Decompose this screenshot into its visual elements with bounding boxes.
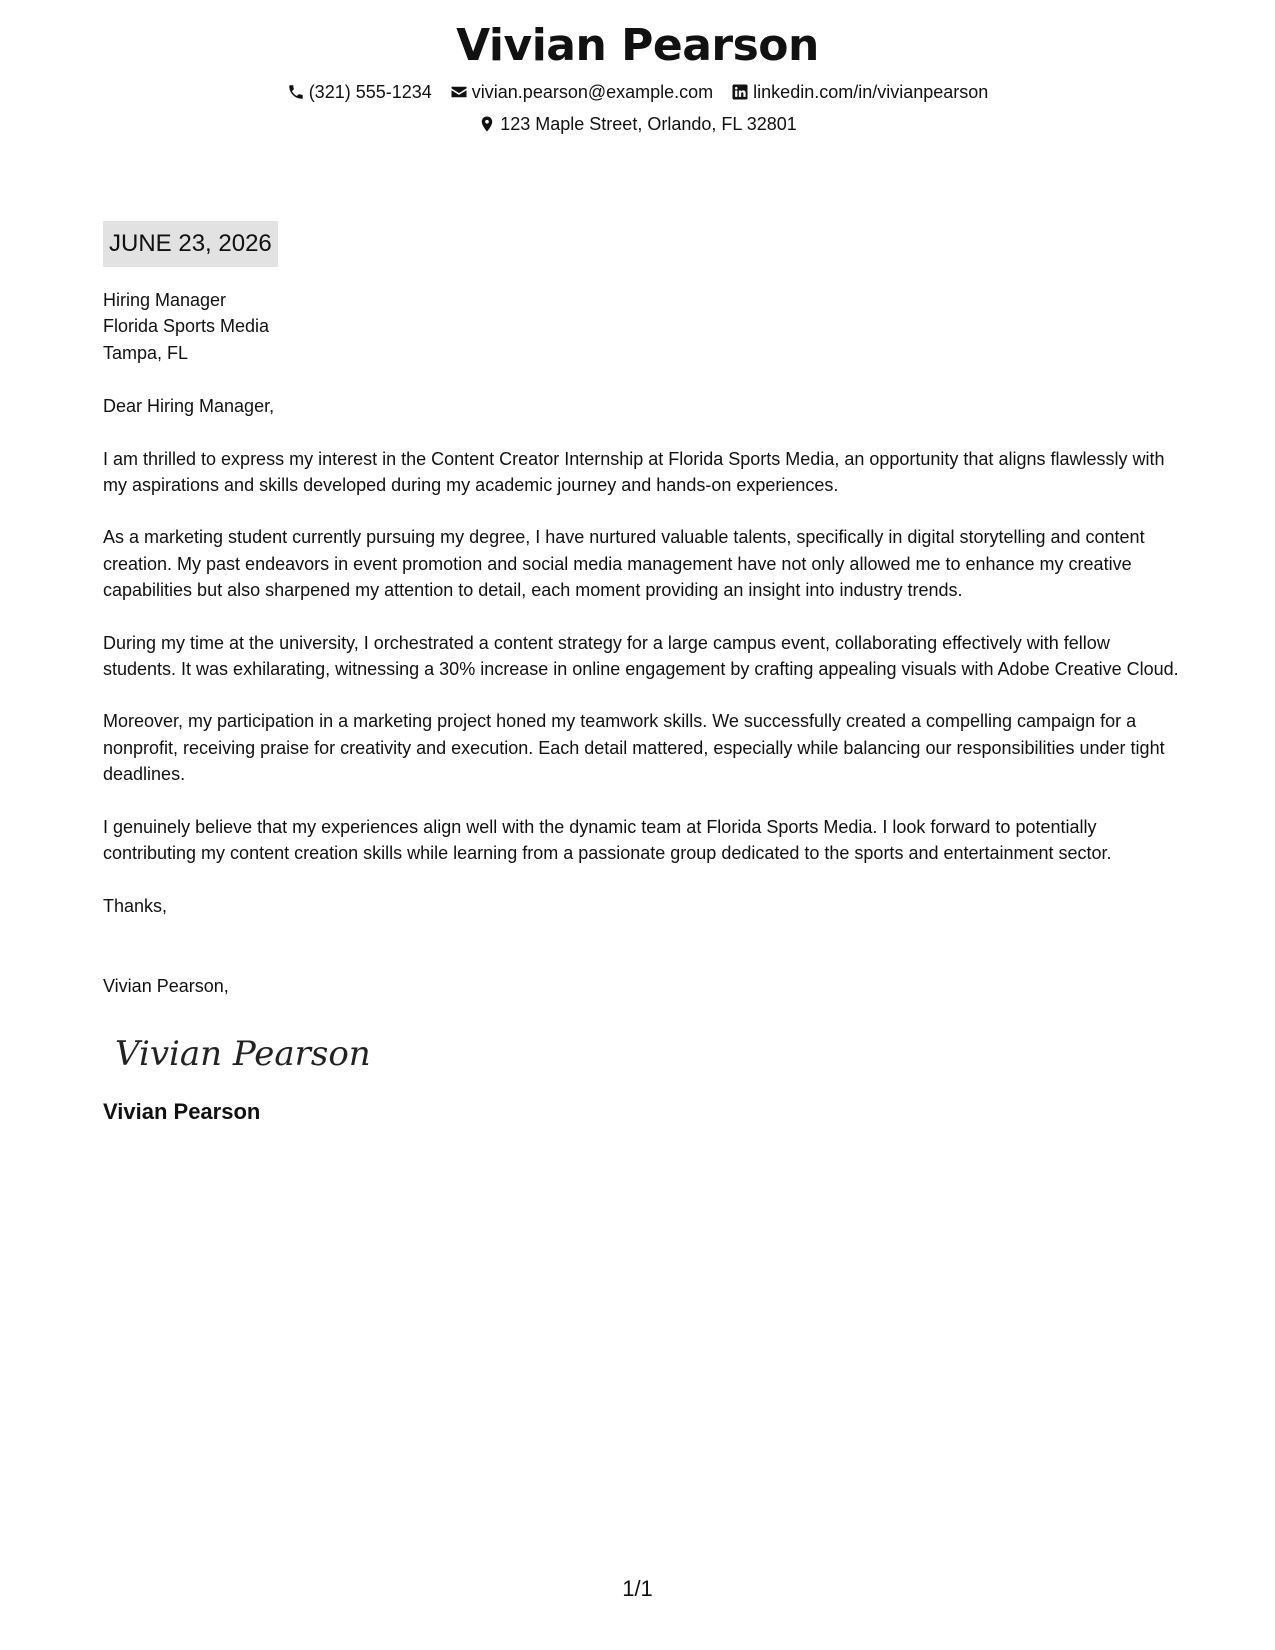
signature-image [111,1023,371,1083]
closing: Thanks, [103,895,168,916]
body-paragraph: During my time at the university, I orchestrated a content strategy for a large campus event, collaborating effectively with fellow students. It was exhilarating, witnessing a 30% increase in online engagement by crafting appealing visuals with Adobe Creative Cloud. [103,632,1179,680]
footer-name: Vivian Pearson [103,1099,261,1125]
address-text: 123 Maple Street, Orlando, FL 32801 [500,114,797,134]
phone-icon [287,83,305,101]
recipient-title: Hiring Manager [103,290,227,310]
email-contact[interactable] [450,80,713,104]
applicant-name: Vivian Pearson [456,20,819,71]
letter-header [0,18,1275,136]
envelope-icon [450,83,468,101]
recipient-company: Florida Sports Media [103,316,270,337]
salutation: Dear Hiring Manager, [103,396,275,417]
address-line [0,112,1275,136]
phone-contact [287,80,432,104]
body-paragraph: I genuinely believe that my experiences align well with the dynamic team at Florida Sports Media. I look forward to potentially contributing my content creation skills while learning from a passionate group dedicated to the sports and entertainment sector. [103,816,1112,864]
body-paragraph: As a marketing student currently pursuing my degree, I have nurtured valuable talents, specifically in digital storytelling and content creation. My past endeavors in event promotion and social media management have not only allowed me to enhance my creative capabilities but also sharpened my attention to detail, each moment providing an insight into industry trends. [103,527,1145,601]
sign-off-name: Vivian Pearson, [103,975,229,996]
recipient-block [103,287,1183,366]
contact-line [0,80,1275,104]
recipient-location: Tampa, FL [103,342,189,363]
linkedin-icon [731,83,749,101]
email-text[interactable]: vivian.pearson@example.com [471,82,714,102]
body-paragraph: Moreover, my participation in a marketing project honed my teamwork skills. We successfully created a compelling campaign for a nonprofit, receiving praise for creativity and execution. Each detail mattered, especially while balancing our responsibilities under tight deadlines. [103,711,1165,785]
letter-date: JUNE 23, 2026 [103,221,278,267]
phone-text: (321) 555-1234 [308,82,432,102]
address-contact [478,112,797,136]
letter-body [103,287,1183,1127]
map-pin-icon [478,115,496,133]
page-number: 1/1 [622,1576,653,1601]
linkedin-contact[interactable] [731,80,988,104]
signature-text: Vivian Pearson [115,1034,371,1075]
body-paragraph: I am thrilled to express my interest in the Content Creator Internship at Florida Sports Media, an opportunity that aligns flawlessly with my aspirations and skills developed during my academic journey and hands-on experiences. [103,448,1165,496]
linkedin-text[interactable]: linkedin.com/in/vivianpearson [753,82,989,102]
